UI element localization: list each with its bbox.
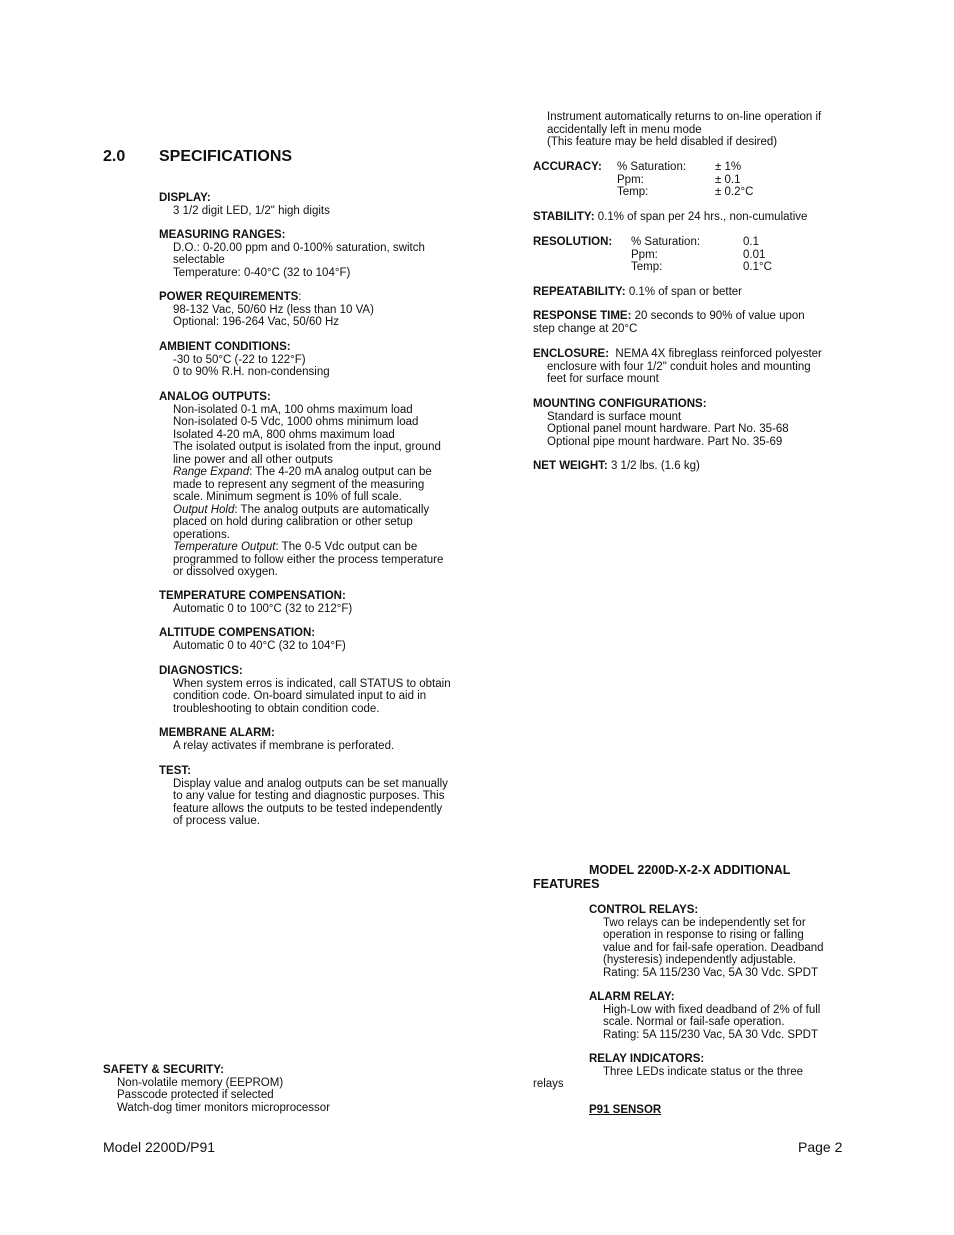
spec-label: POWER REQUIREMENTS (159, 291, 299, 303)
spec-ambient (159, 341, 479, 379)
spec-value: ± 0.2°C (715, 186, 754, 198)
spec-line: Temperature: 0-40°C (32 to 104°F) (173, 266, 351, 279)
spec-line: : The analog outputs are automatically (234, 503, 430, 516)
spec-line: 0.1% of span or better (628, 286, 742, 298)
spec-line: enclosure with four 1/2" conduit holes and mounting (547, 360, 811, 373)
spec-label: REPEATABILITY: (533, 286, 626, 298)
spec-line: When system erros is indicated, call STATUS to obtain (173, 677, 451, 690)
spec-line: (This feature may be held disabled if desired) (547, 136, 778, 148)
spec-line: : The 4-20 mA analog output can be (249, 466, 432, 478)
spec-line: feet for surface mount (547, 373, 659, 385)
footer-model: Model 2200D/P91 (103, 1139, 216, 1155)
spec-key: Temp: (631, 261, 663, 273)
spec-label: STABILITY: (533, 211, 595, 223)
spec-line: The isolated output is isolated from the input, ground (173, 441, 441, 453)
model-features-heading (533, 863, 853, 891)
spec-label: ALARM RELAY: (589, 991, 675, 1003)
spec-relay-indicators (533, 1053, 853, 1091)
spec-line: Non-isolated 0-5 Vdc, 1000 ohms minimum load (173, 416, 419, 428)
spec-line: of process value. (173, 815, 260, 827)
spec-label: ALTITUDE COMPENSATION: (159, 627, 316, 639)
spec-line: selectable (173, 254, 225, 266)
spec-label: MOUNTING CONFIGURATIONS: (533, 398, 707, 410)
spec-label-suffix: : (298, 291, 302, 303)
spec-net-weight (533, 460, 700, 473)
spec-label: ANALOG OUTPUTS: (159, 391, 271, 403)
spec-altitude-compensation (159, 627, 479, 652)
spec-value: 0.01 (743, 248, 766, 261)
spec-label: ACCURACY: (533, 161, 602, 173)
spec-line: 98-132 Vac, 50/60 Hz (less than 10 VA) (173, 303, 374, 316)
section-number: 2.0 (103, 148, 126, 165)
spec-line: or dissolved oxygen. (173, 566, 278, 578)
spec-line: 3 1/2 lbs. (1.6 kg) (610, 460, 700, 472)
spec-line: 20 seconds to 90% of value upon (631, 310, 805, 322)
spec-measuring-ranges (159, 229, 479, 279)
section-title: SPECIFICATIONS (159, 148, 293, 165)
spec-response-time (533, 310, 853, 335)
spec-line: value and for fail-safe operation. Deadband (603, 941, 824, 954)
spec-line: Watch-dog timer monitors microprocessor (117, 1101, 331, 1114)
spec-analog-outputs (159, 391, 479, 579)
spec-label: ENCLOSURE: (533, 348, 610, 360)
spec-line: feature allows the outputs to be tested independently (173, 802, 443, 815)
heading-line: FEATURES (533, 877, 600, 891)
spec-repeatability (533, 286, 742, 299)
spec-line: 3 1/2 digit LED, 1/2" high digits (173, 204, 330, 217)
spec-line: Optional panel mount hardware. Part No. 35-68 (547, 423, 789, 435)
spec-line: programmed to follow either the process temperature (173, 553, 444, 566)
spec-line: Optional: 196-264 Vac, 50/60 Hz (173, 316, 340, 328)
spec-label: TEMPERATURE COMPENSATION: (159, 590, 346, 602)
spec-term: Temperature Output (173, 541, 276, 553)
spec-line: Automatic 0 to 40°C (32 to 104°F) (173, 639, 346, 652)
spec-intro (547, 111, 867, 149)
spec-line: NEMA 4X fibreglass reinforced polyester (615, 348, 822, 360)
spec-line: accidentally left in menu mode (547, 123, 702, 136)
spec-line: 0.1% of span per 24 hrs., non-cumulative (597, 211, 808, 223)
spec-mounting (533, 398, 853, 448)
heading-line: MODEL 2200D-X-2-X ADDITIONAL (589, 863, 791, 877)
spec-value: ± 0.1 (715, 173, 741, 186)
spec-label: NET WEIGHT: (533, 460, 608, 472)
p91-sensor-heading: P91 SENSOR (589, 1104, 662, 1116)
spec-line: Automatic 0 to 100°C (32 to 212°F) (173, 602, 353, 615)
spec-line: made to represent any segment of the measuring (173, 478, 425, 491)
spec-membrane-alarm (159, 727, 479, 752)
spec-line: Standard is surface mount (547, 410, 682, 423)
spec-line: troubleshooting to obtain condition code. (173, 702, 380, 715)
spec-enclosure (533, 348, 853, 386)
footer-page-number: Page 2 (798, 1139, 843, 1155)
spec-key: % Saturation: (631, 236, 701, 248)
spec-line: Instrument automatically returns to on-line operation if (547, 111, 822, 123)
spec-line: A relay activates if membrane is perforated. (173, 739, 395, 752)
spec-line: Rating: 5A 115/230 Vac, 5A 30 Vdc. SPDT (603, 966, 819, 979)
spec-line: Isolated 4-20 mA, 800 ohms maximum load (173, 428, 395, 441)
spec-key: Ppm: (631, 248, 658, 261)
spec-line: relays (533, 1078, 564, 1090)
spec-value: ± 1% (715, 161, 742, 173)
spec-label: AMBIENT CONDITIONS: (159, 341, 291, 353)
spec-label: RELAY INDICATORS: (589, 1053, 705, 1065)
spec-label: MEMBRANE ALARM: (159, 727, 275, 739)
spec-line: High-Low with fixed deadband of 2% of full (603, 1003, 821, 1016)
spec-line: Non-isolated 0-1 mA, 100 ohms maximum load (173, 403, 413, 416)
spec-line: Optional pipe mount hardware. Part No. 35-69 (547, 435, 783, 448)
spec-line: step change at 20°C (533, 322, 638, 335)
spec-line: Display value and analog outputs can be set manually (173, 777, 448, 790)
spec-label: CONTROL RELAYS: (589, 904, 699, 916)
spec-key: Ppm: (617, 173, 644, 186)
spec-line: : The 0-5 Vdc output can be (275, 541, 418, 553)
spec-term: Output Hold (173, 503, 235, 516)
spec-line: Passcode protected if selected (117, 1089, 274, 1101)
spec-line: condition code. On-board simulated input to aid in (173, 690, 427, 702)
spec-label: DIAGNOSTICS: (159, 665, 243, 677)
spec-line: operations. (173, 528, 230, 541)
spec-test (159, 765, 479, 828)
spec-value: 0.1 (743, 236, 759, 248)
spec-stability (533, 211, 807, 224)
spec-display (159, 192, 479, 217)
spec-line: (hysteresis) independently adjustable. (603, 954, 797, 966)
spec-temperature-compensation (159, 590, 479, 615)
spec-value: 0.1°C (743, 261, 772, 273)
spec-line: to any value for testing and diagnostic purposes. This (173, 790, 445, 802)
spec-label: MEASURING RANGES: (159, 229, 286, 241)
spec-alarm-relay (589, 991, 859, 1041)
spec-label: TEST: (159, 765, 191, 777)
spec-line: scale. Minimum segment is 10% of full scale. (173, 491, 402, 503)
spec-line: operation in response to rising or falling (603, 929, 804, 941)
spec-line: D.O.: 0-20.00 ppm and 0-100% saturation, switch (173, 241, 425, 254)
spec-line: placed on hold during calibration or other setup (173, 516, 413, 528)
spec-line: 0 to 90% R.H. non-condensing (173, 366, 330, 378)
spec-diagnostics (159, 665, 479, 715)
spec-line: scale. Normal or fail-safe operation. (603, 1016, 785, 1028)
spec-key: % Saturation: (617, 161, 687, 173)
spec-term: Range Expand (173, 466, 250, 478)
spec-label: DISPLAY: (159, 192, 211, 204)
spec-line: Two relays can be independently set for (603, 916, 806, 929)
spec-control-relays (589, 904, 859, 979)
spec-line: line power and all other outputs (173, 453, 333, 466)
spec-label: SAFETY & SECURITY: (103, 1064, 224, 1076)
spec-key: Temp: (617, 186, 649, 198)
spec-line: Rating: 5A 115/230 Vac, 5A 30 Vdc. SPDT (603, 1028, 819, 1041)
spec-label: RESOLUTION: (533, 236, 613, 248)
spec-power (159, 291, 479, 329)
spec-line: -30 to 50°C (-22 to 122°F) (173, 353, 306, 366)
spec-line: Three LEDs indicate status or the three (603, 1065, 804, 1078)
spec-safety-security (103, 1064, 423, 1114)
spec-label: RESPONSE TIME: (533, 310, 632, 322)
spec-line: Non-volatile memory (EEPROM) (117, 1076, 284, 1089)
